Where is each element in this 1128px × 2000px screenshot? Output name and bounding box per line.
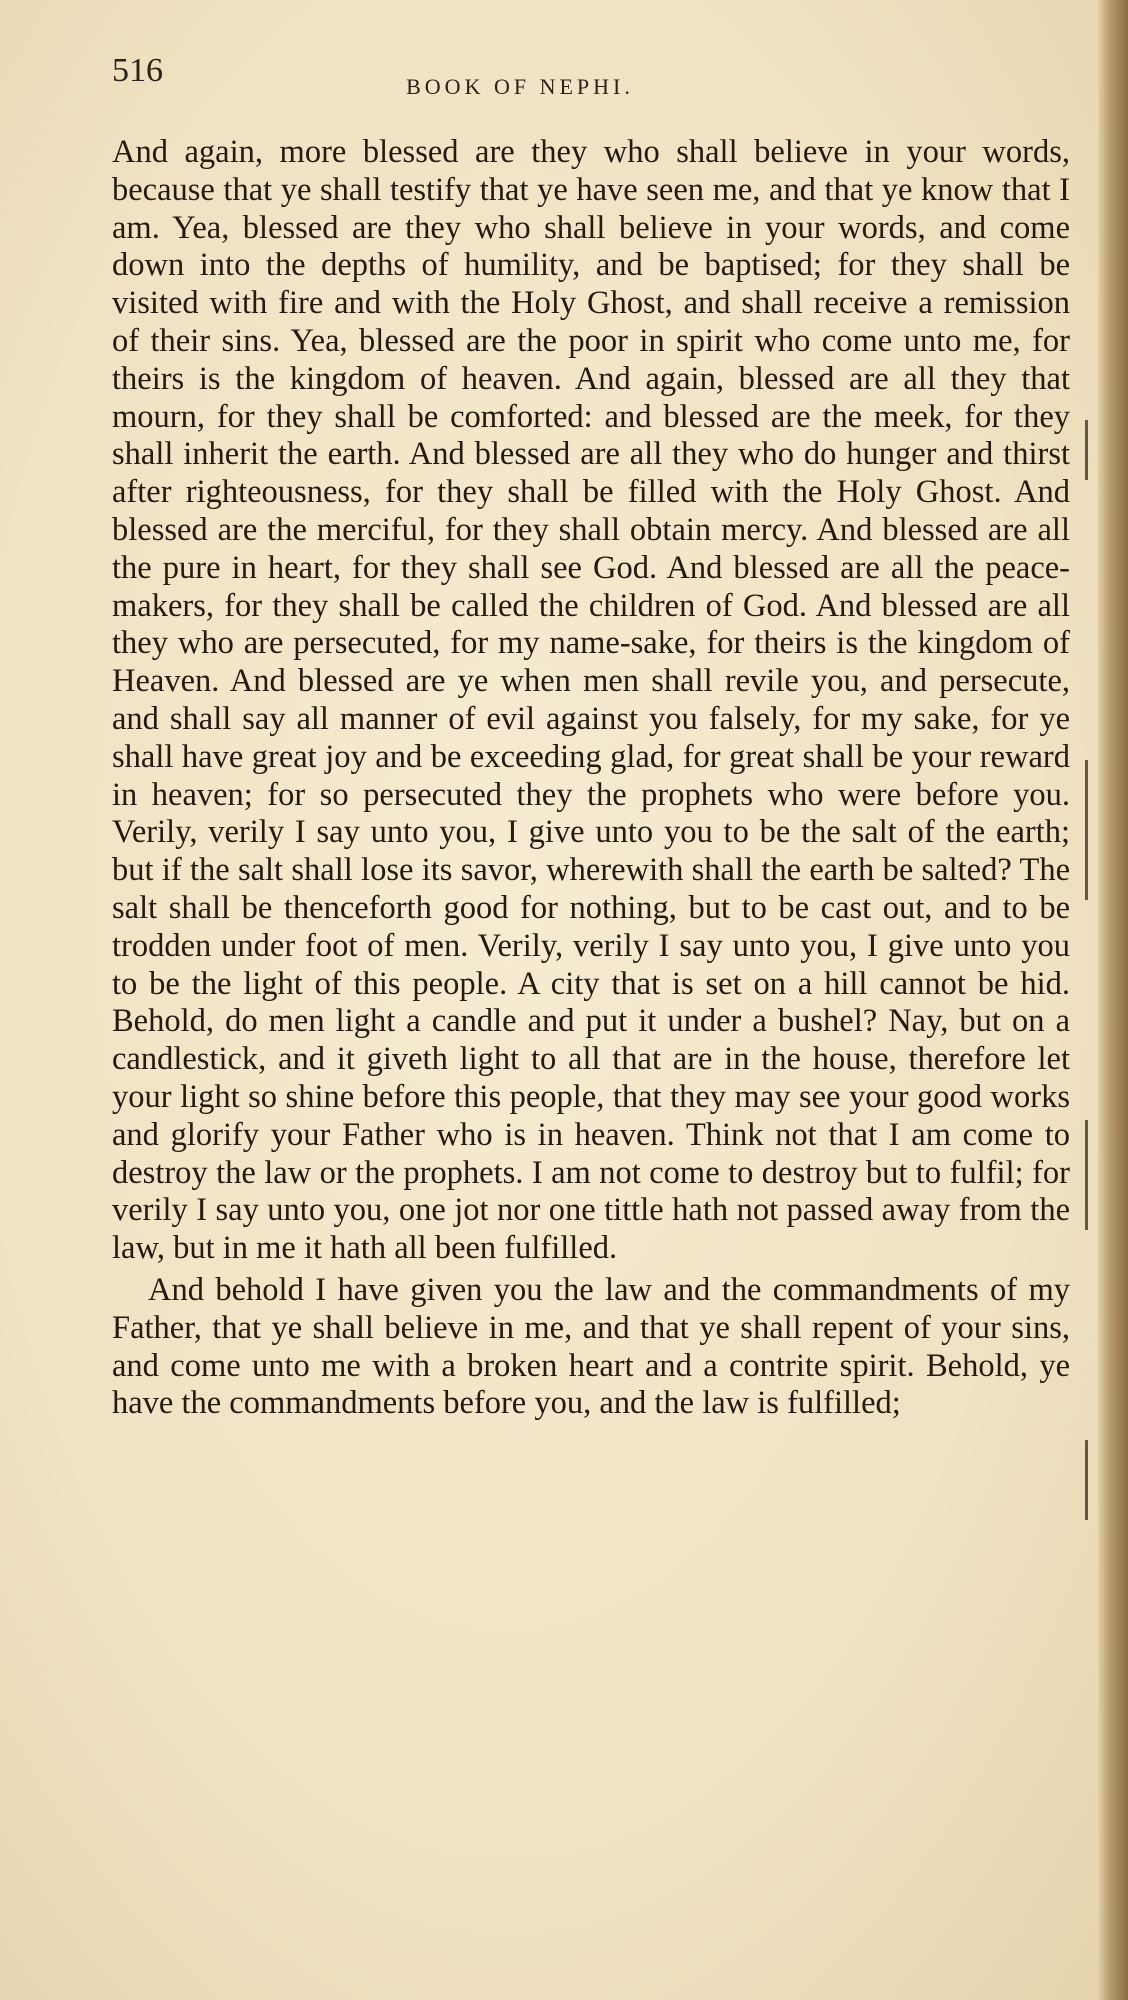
running-head: BOOK OF NEPHI. [406,74,634,99]
binding-mark [1085,420,1088,480]
binding-mark [1085,1440,1088,1520]
binding-mark [1085,1120,1088,1230]
binding-mark [1085,760,1088,900]
paragraph: And behold I have given you the law and the commandments of my Father, that ye shall believe in me, and that ye shall repent of your sins, and come unto me with a broken heart and a contrite spirit. Behold, ye have the commandments before you, and the law is fulfilled; [112,1271,1070,1422]
body-text [112,134,1070,1423]
paragraph: And again, more blessed are they who shall believe in your words, because that ye shall testify that ye have seen me, and that ye know that I am. Yea, blessed are they who shall believe in your words, and come down into the depths of humility, and be baptised; for they shall be visited with fire and with the Holy Ghost, and shall receive a remission of their sins. Yea, blessed are the poor in spirit who come unto me, for theirs is the kingdom of heaven. And again, blessed are all they that mourn, for they shall be comforted: and blessed are the meek, for they shall inherit the earth. And blessed are all they who do hunger and thirst after righteousness, for they shall be filled with the Holy Ghost. And blessed are the merciful, for they shall obtain mercy. And blessed are all the pure in heart, for they shall see God. And blessed are all the peace-makers, for they shall be called the children of God. And blessed are all they who are persecuted, for my name-sake, for theirs is the kingdom of Heaven. And blessed are ye when men shall revile you, and persecute, and shall say all manner of evil against you falsely, for my sake, for ye shall have great joy and be exceeding glad, for great shall be your reward in heaven; for so persecuted they the prophets who were before you. Verily, verily I say unto you, I give unto you to be the salt of the earth; but if the salt shall lose its savor, wherewith shall the earth be salted? The salt shall be thenceforth good for nothing, but to be cast out, and to be trodden under foot of men. Verily, verily I say unto you, I give unto you to be the light of this people. A city that is set on a hill cannot be hid. Behold, do men light a candle and put it under a bushel? Nay, but on a candlestick, and it giveth light to all that are in the house, therefore let your light so shine before this people, that they may see your good works and glorify your Father who is in heaven. Think not that I am come to destroy the law or the prophets. I am not come to destroy but to fulfil; for verily I say unto you, one jot nor one tittle hath not passed away from the law, but in me it hath all been fulfilled. [112,134,1070,1267]
page-spine-edge [1098,0,1128,2000]
page-number: 516 [112,52,163,89]
